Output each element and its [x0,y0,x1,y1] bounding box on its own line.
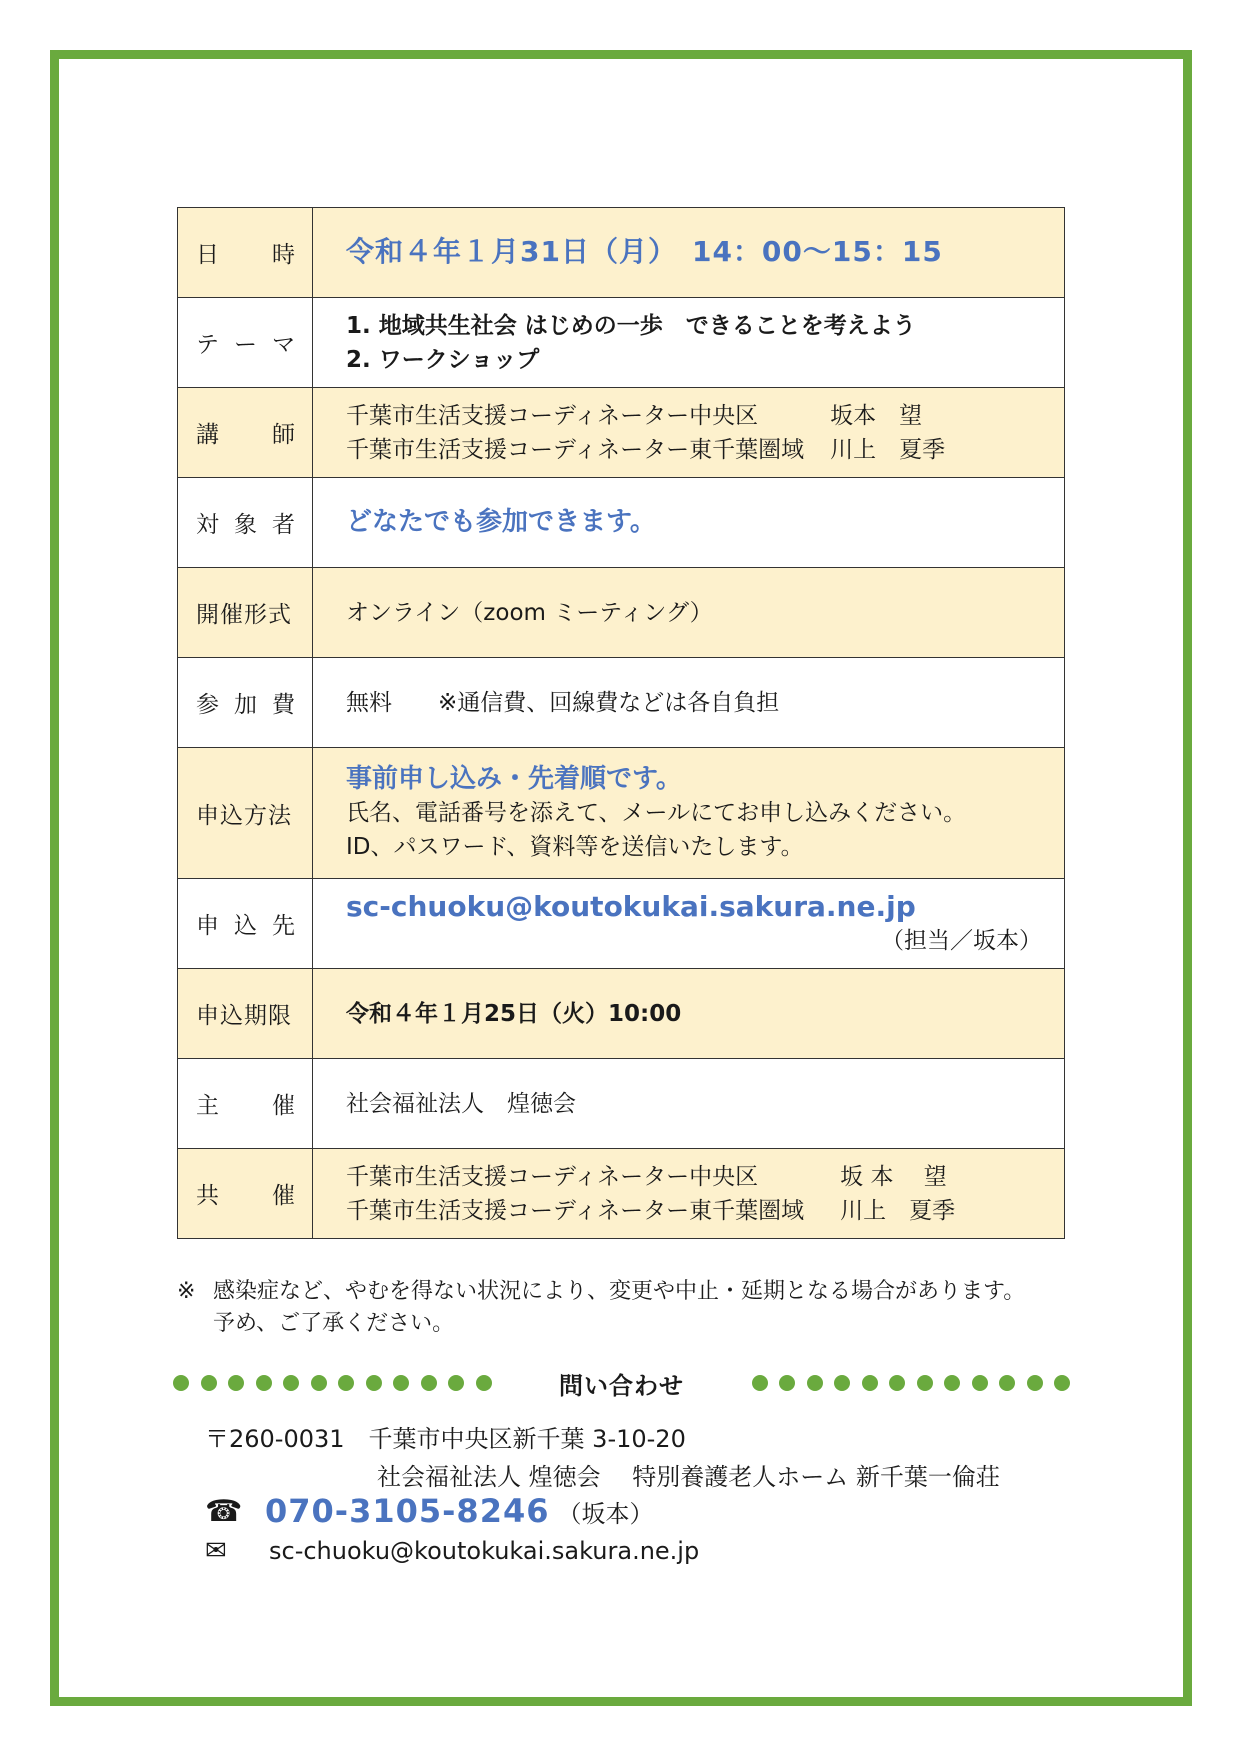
contact-phone [205,1492,653,1530]
phone-icon: ☎ [205,1493,243,1529]
value-apply-to [313,879,1065,969]
value-apply-method [313,748,1065,879]
notice-line-1: 感染症など、やむを得ない状況により、変更や中止・延期となる場合があります。 [213,1279,1026,1304]
notice [177,1276,1077,1340]
phone-number[interactable]: 070-3105-8246 [265,1492,550,1530]
contact-header [173,1363,1070,1403]
contact-title: 問い合わせ [559,1371,684,1400]
label-apply-method: 申込方法 [178,748,313,879]
table-row-cosponsor [178,1149,1065,1239]
theme-line-1: 1. 地域共生社会 はじめの一歩 できることを考えよう [346,312,916,339]
value-target: どなたでも参加できます。 [313,478,1065,568]
label-target: 対 象 者 [178,478,313,568]
label-theme: テ ー マ [178,298,313,388]
lecturer-name-2: 川上 夏季 [830,436,946,463]
label-lecturer: 講 師 [178,388,313,478]
label-datetime: 日 時 [178,208,313,298]
apply-email-link[interactable]: sc-chuoku@koutokukai.sakura.ne.jp [346,889,916,923]
event-info-table [177,207,1065,1239]
label-cosponsor: 共 催 [178,1149,313,1239]
apply-contact-person: （担当／坂本） [881,927,1042,954]
table-row-fee [178,658,1065,748]
value-lecturer [313,388,1065,478]
value-deadline: 令和４年１月25日（火）10:00 [313,969,1065,1059]
notice-mark: ※ [177,1279,196,1304]
label-format: 開催形式 [178,568,313,658]
contact-email-link[interactable]: sc-chuoku@koutokukai.sakura.ne.jp [269,1537,700,1565]
value-format: オンライン（zoom ミーティング） [313,568,1065,658]
lecturer-org-2: 千葉市生活支援コーディネーター東千葉圏域 [346,436,805,463]
label-organizer: 主 催 [178,1059,313,1149]
phone-contact-person: （坂本） [557,1499,654,1528]
dot-divider-left [173,1375,492,1391]
table-row-apply-method [178,748,1065,879]
mail-icon: ✉ [205,1536,227,1566]
table-row-format [178,568,1065,658]
value-fee: 無料 ※通信費、回線費などは各自負担 [313,658,1065,748]
table-row-datetime [178,208,1065,298]
address-line: 〒260-0031 千葉市中央区新千葉 3-10-20 [205,1425,686,1453]
label-fee: 参 加 費 [178,658,313,748]
contact-address [205,1420,1000,1496]
lecturer-name-1: 坂本 望 [830,402,923,429]
lecturer-org-1: 千葉市生活支援コーディネーター中央区 [346,402,759,429]
cosponsor-org-1: 千葉市生活支援コーディネーター中央区 [346,1163,759,1190]
value-theme [313,298,1065,388]
table-row-deadline [178,969,1065,1059]
table-row-lecturer [178,388,1065,478]
cosponsor-org-2: 千葉市生活支援コーディネーター東千葉圏域 [346,1197,805,1224]
cosponsor-name-2: 川上 夏季 [840,1197,956,1224]
value-datetime: 令和４年１月31日（月） 14：00～15：15 [313,208,1065,298]
value-cosponsor [313,1149,1065,1239]
notice-line-2: 予め、ご了承ください。 [213,1311,455,1336]
label-apply-to: 申 込 先 [178,879,313,969]
apply-line-2: ID、パスワード、資料等を送信いたします。 [346,834,804,860]
apply-line-1: 氏名、電話番号を添えて、メールにてお申し込みください。 [346,800,967,826]
table-row-theme [178,298,1065,388]
contact-organization: 社会福祉法人 煌徳会 特別養護老人ホーム 新千葉一倫荘 [377,1463,1000,1491]
table-row-organizer [178,1059,1065,1149]
theme-line-2: 2. ワークショップ [346,346,540,373]
table-row-apply-to [178,879,1065,969]
apply-headline: 事前申し込み・先着順です。 [346,764,682,794]
contact-email [205,1536,699,1566]
table-row-target [178,478,1065,568]
value-organizer: 社会福祉法人 煌徳会 [313,1059,1065,1149]
cosponsor-name-1: 坂 本 望 [840,1163,947,1190]
label-deadline: 申込期限 [178,969,313,1059]
dot-divider-right [752,1375,1071,1391]
